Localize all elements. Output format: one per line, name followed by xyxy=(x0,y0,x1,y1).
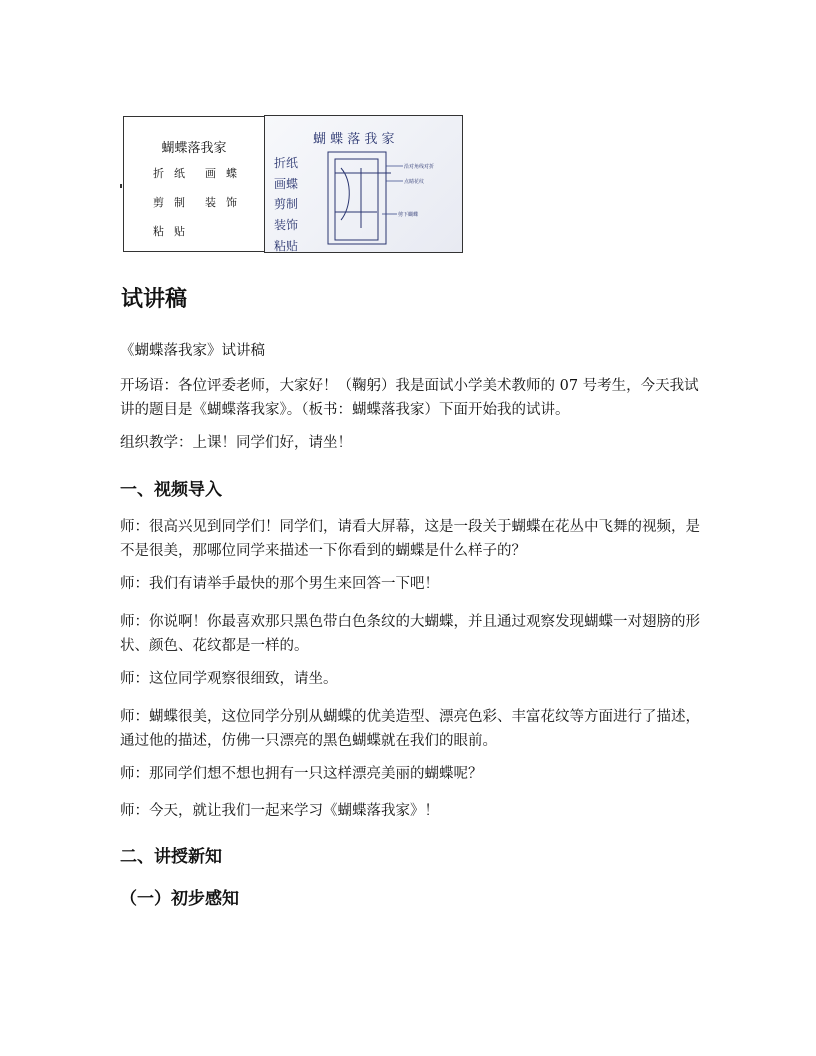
handwritten-sketch-photo xyxy=(264,115,463,253)
paragraph-organize: 组织教学：上课！同学们好，请坐！ xyxy=(120,435,352,451)
paragraph-teacher-4: 师：这位同学观察很细致，请坐。 xyxy=(120,671,338,687)
section-heading-new-knowledge: 二、讲授新知 xyxy=(120,847,222,867)
paragraph-teacher-1: 师：很高兴见到同学们！同学们，请看大屏幕，这是一段关于蝴蝶在花丛中飞舞的视频，是不是很美，那哪位同学来描述一下你看到的蝴蝶是什么样子的？ xyxy=(120,519,700,559)
sketch-label-paste: 粘贴 xyxy=(274,239,299,253)
paragraph-opening: 开场语：各位评委老师，大家好！（鞠躬）我是面试小学美术教师的 07 号考生，今天我试讲的题目是《蝴蝶落我家》。（板书：蝴蝶落我家）下面开始我的试讲。 xyxy=(120,378,699,418)
sketch-label-cut: 剪制 xyxy=(274,197,299,211)
paragraph-teacher-5: 师：蝴蝶很美，这位同学分别从蝴蝶的优美造型、漂亮色彩、丰富花纹等方面进行了描述，通过他的描述，仿佛一只漂亮的黑色蝴蝶就在我们的眼前。 xyxy=(120,709,700,749)
paragraph-teacher-2: 师：我们有请举手最快的那个男生来回答一下吧！ xyxy=(120,576,439,592)
subsection-heading-initial-perception: （一）初步感知 xyxy=(120,889,239,909)
paragraph-teacher-3: 师：你说啊！你最喜欢那只黑色带白色条纹的大蝴蝶，并且通过观察发现蝴蝶一对翅膀的形状、颜色、花纹都是一样的。 xyxy=(120,614,700,654)
butterfly-fold-diagram xyxy=(328,152,391,244)
blackboard-design-box xyxy=(123,116,264,252)
board-title: 蝴蝶落我家 xyxy=(161,141,227,156)
board-item-draw: 画蝶 xyxy=(205,167,247,180)
marker-tick xyxy=(120,184,122,188)
sketch-label-fold: 折纸 xyxy=(274,156,299,170)
paragraph-teacher-7: 师：今天，就让我们一起来学习《蝴蝶落我家》！ xyxy=(120,803,439,819)
board-item-decorate: 装饰 xyxy=(205,196,247,209)
section-heading-video-intro: 一、视频导入 xyxy=(120,480,222,500)
paragraph-teacher-6: 师：那同学们想不想也拥有一只这样漂亮美丽的蝴蝶呢？ xyxy=(120,766,483,782)
board-item-cut: 剪制 xyxy=(153,196,195,209)
sketch-title: 蝴 蝶 落 我 家 xyxy=(313,132,395,147)
sketch-label-draw: 画蝶 xyxy=(274,177,299,191)
board-item-paste: 粘贴 xyxy=(153,225,195,238)
sketch-note-1: 沿对角线对折 xyxy=(404,164,435,170)
sketch-note-2: 点睛花纹 xyxy=(404,179,425,185)
document-title: 试讲稿 xyxy=(121,287,188,312)
sketch-drawing xyxy=(265,116,463,253)
sketch-note-3: 剪下蝴蝶 xyxy=(398,212,419,218)
sketch-label-decorate: 装饰 xyxy=(274,218,299,232)
board-item-fold: 折纸 xyxy=(153,167,195,180)
paragraph-lesson-title: 《蝴蝶落我家》试讲稿 xyxy=(120,343,265,359)
